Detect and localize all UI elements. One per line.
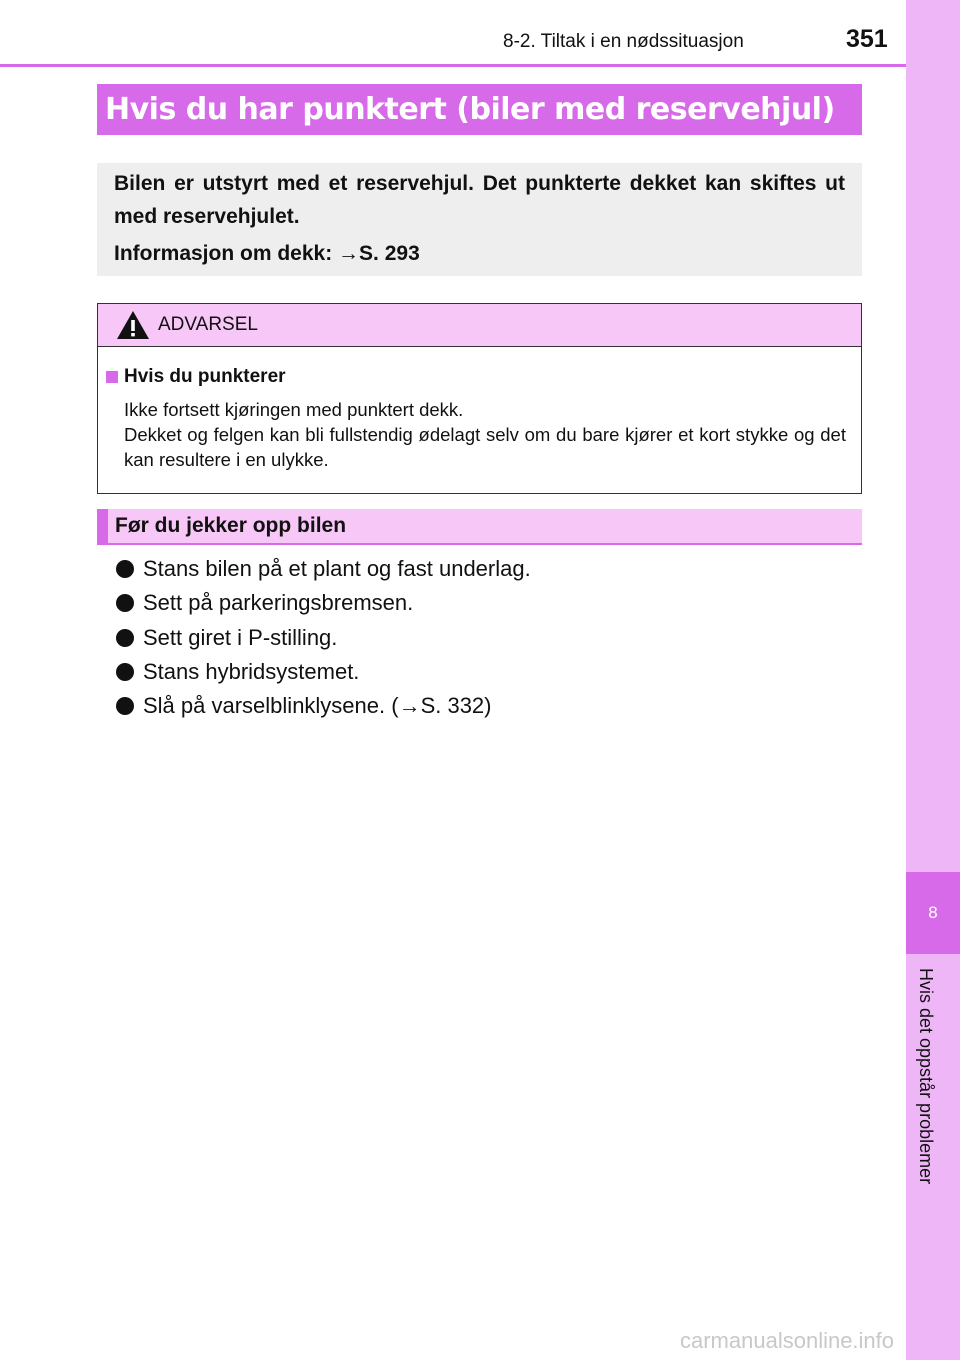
header-divider bbox=[0, 64, 906, 67]
step-text[interactable]: Slå på varselblinklysene. (→S. 332) bbox=[143, 693, 492, 719]
warning-line: Ikke fortsett kjøringen med punktert dekk. bbox=[124, 399, 464, 420]
tire-info-link[interactable]: Informasjon om dekk: →S. 293 bbox=[114, 242, 420, 265]
list-item bbox=[116, 655, 531, 689]
warning-heading bbox=[106, 366, 286, 388]
list-item bbox=[116, 552, 531, 586]
warning-heading-text: Hvis du punkterer bbox=[124, 366, 286, 387]
bullet-icon bbox=[116, 594, 134, 612]
list-item bbox=[116, 689, 531, 723]
bullet-icon bbox=[116, 697, 134, 715]
list-item bbox=[116, 586, 531, 620]
step-text: Sett på parkeringsbremsen. bbox=[143, 590, 414, 616]
warning-box bbox=[97, 303, 862, 494]
warning-label: ADVARSEL bbox=[158, 314, 258, 335]
section-heading: Før du jekker opp bilen bbox=[115, 514, 347, 537]
steps-list bbox=[116, 552, 531, 723]
chapter-number: 8 bbox=[928, 903, 938, 922]
chapter-title: Hvis det oppstår problemer bbox=[916, 968, 936, 1185]
page-title: Hvis du har punktert (biler med reservehjul) bbox=[105, 92, 835, 127]
step-text: Stans bilen på et plant og fast underlag. bbox=[143, 556, 531, 582]
list-item bbox=[116, 621, 531, 655]
bullet-icon bbox=[116, 663, 134, 681]
step-text: Sett giret i P-stilling. bbox=[143, 624, 338, 650]
header-section-title: 8-2. Tiltak i en nødssituasjon bbox=[503, 31, 744, 52]
warning-line: Dekket og felgen kan bli fullstendig ødelagt selv om du bare kjører et kort stykke og det kan resultere i en ulykke. bbox=[124, 424, 846, 470]
warning-header bbox=[98, 304, 861, 347]
intro-text: Bilen er utstyrt med et reservehjul. Det punkterte dekket kan skiftes ut med reservehjulet. bbox=[114, 172, 845, 228]
bullet-icon bbox=[116, 560, 134, 578]
warning-triangle-icon bbox=[116, 310, 150, 340]
watermark: carmanualsonline.info bbox=[680, 1328, 895, 1353]
page-number: 351 bbox=[846, 25, 888, 53]
intro-box bbox=[97, 163, 862, 276]
chapter-number-tab bbox=[906, 872, 960, 954]
step-text: Stans hybridsystemet. bbox=[143, 659, 360, 685]
warning-text bbox=[124, 397, 846, 472]
square-bullet-icon bbox=[106, 371, 118, 383]
bullet-icon bbox=[116, 629, 134, 647]
section-heading-bar bbox=[97, 509, 862, 545]
page-title-bar bbox=[97, 84, 862, 135]
